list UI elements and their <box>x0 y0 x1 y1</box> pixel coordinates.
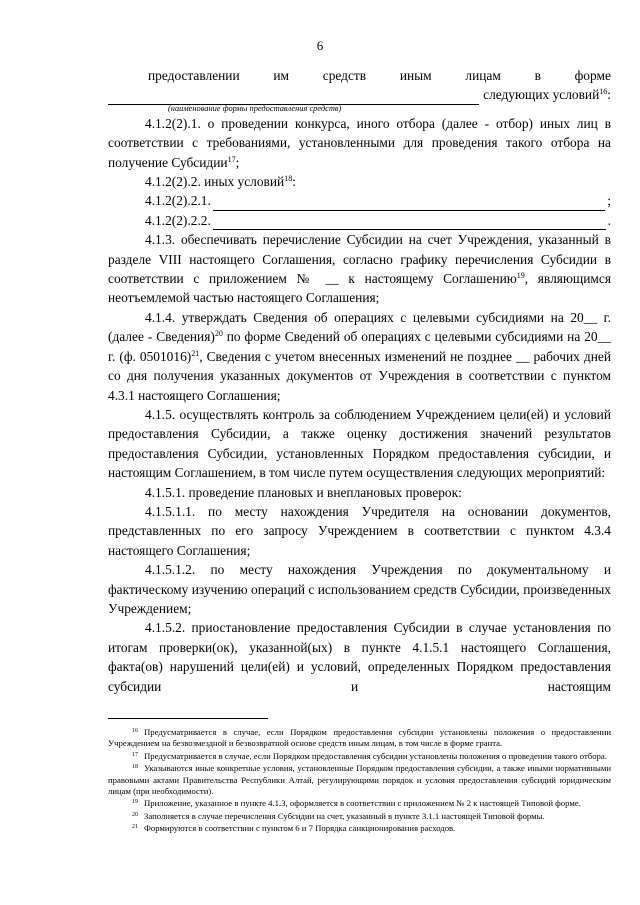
footnote-ref-16: 16 <box>599 87 608 97</box>
field-caption: (наименование формы предоставления средств) <box>168 103 342 113</box>
footnote-ref-18: 18 <box>284 174 293 184</box>
paragraph-4-1-2-2-2: 4.1.2(2).2. иных условий$^{18}$: <box>145 174 296 190</box>
word: в <box>534 68 541 83</box>
word: средств <box>322 68 367 83</box>
footnote: $^{17}$ Предусматривается в случае, если Порядком предоставления субсидии установлены положения о проведении такого отбора. <box>132 750 607 761</box>
word: предоставлении <box>148 68 240 83</box>
tail-text: следующих условий$^{16}$: <box>483 87 611 103</box>
paragraph-4-1-2-2-1: 4.1.2(2).1. о проведении конкурса, иного отбора (далее - отбор) иных лиц в соответствии с требованиями, установленными для проведения такого отбора на получение Субсидии$^{17}$; <box>108 115 611 170</box>
footnote-ref-19: 19 <box>516 271 525 281</box>
footnote-separator <box>108 718 268 719</box>
footnote-ref-20: 20 <box>214 329 223 339</box>
word: иным <box>399 68 432 83</box>
condition-line-2: 4.1.2(2).2.2. . <box>108 211 611 230</box>
form-line-1 <box>108 66 611 85</box>
blank-condition-1[interactable] <box>213 196 605 211</box>
paragraph-4-1-5-1: 4.1.5.1. проведение плановых и внеплановых проверок: <box>145 484 462 500</box>
footnote: $^{16}$ Предусматривается в случае, если Порядком предоставления субсидии установлены положения о предоставлении Учреждением на безвозмездной и безвозвратной основе средств иным лицам, в том числе в форме гранта. <box>108 727 611 749</box>
paragraph-4-1-5-1-1: 4.1.5.1.1. по месту нахождения Учредителя на основании документов, представленных по его запросу Учреждением в соответствии с пунктом 4.3.4 настоящего Соглашения; <box>108 503 611 558</box>
form-line-2 <box>108 85 611 104</box>
paragraph-4-1-3: 4.1.3. обеспечивать перечисление Субсидии на счет Учреждения, указанный в разделе VIII настоящего Соглашения, согласно графику перечисления Субсидии в соответствии с приложением № __ к настоящему Соглашению$^{19}$, являющимся неотъемлемой частью настоящего Соглашения; <box>108 232 611 306</box>
blank-condition-2[interactable] <box>213 215 606 230</box>
paragraph-4-1-4: 4.1.4. утверждать Сведения об операциях с целевыми субсидиями на 20__ г. (далее - Сведения)$^{20}$ по форме Сведений об операциях с целевыми субсидиями на 20__ г. (ф. 0501016)$^{21}$, Сведения с учетом внесенных изменений не позднее __ рабочих дней со дня получения указанных документов от Учреждения в соответствии с пунктом 4.3.1 настоящего Соглашения; <box>108 309 611 403</box>
footnote: $^{21}$ Формируются в соответствии с пунктом 6 и 7 Порядка санкционирования расходов. <box>132 823 456 834</box>
document-body <box>108 66 611 696</box>
footnote: $^{20}$ Заполняется в случае перечисления Субсидии на счет, указанный в пункте 3.1.1 настоящей Типовой формы. <box>132 810 545 821</box>
footnote-ref-17: 17 <box>227 154 236 164</box>
word: форме <box>574 68 611 83</box>
word: лицам <box>465 68 501 83</box>
condition-line-1: 4.1.2(2).2.1. ; <box>108 191 611 210</box>
footnote: $^{19}$ Приложение, указанное в пункте 4.1.3, оформляется в соответствии с приложением № 2 к настоящей Типовой форме. <box>132 798 581 809</box>
page-number: 6 <box>316 38 324 53</box>
footnote-ref-21: 21 <box>191 348 200 358</box>
paragraph-4-1-5-2: 4.1.5.2. приостановление предоставления Субсидии в случае установления по итогам проверки(ок), указанной(ых) в пункте 4.1.5.1 настоящего Соглашения, факта(ов) нарушений цели(ей) и условий, определенных Порядком предоставления субсидии и настоящим <box>108 620 611 694</box>
paragraph-4-1-5: 4.1.5. осуществлять контроль за соблюдением Учреждением цели(ей) и условий предоставления Субсидии, а также оценку достижения значений результатов предоставления Субсидии, установленных Порядком предоставления субсидии, и настоящим Соглашением, в том числе путем осуществления следующих мероприятий: <box>108 406 611 481</box>
word: им <box>273 68 290 83</box>
footnote: $^{18}$ Указываются иные конкретные условия, установленные Порядком предоставления субсидии, а также иными нормативными правовыми актами Правительства Республики Алтай, регулирующими порядок и условия предоставления субсидий юридическим лицам (при необходимости). <box>108 763 611 797</box>
footnotes <box>108 727 611 836</box>
paragraph-4-1-5-1-2: 4.1.5.1.2. по месту нахождения Учреждения по документальному и фактическому изучению операций с использованием средств Субсидии, произведенных Учреждением; <box>108 562 611 616</box>
